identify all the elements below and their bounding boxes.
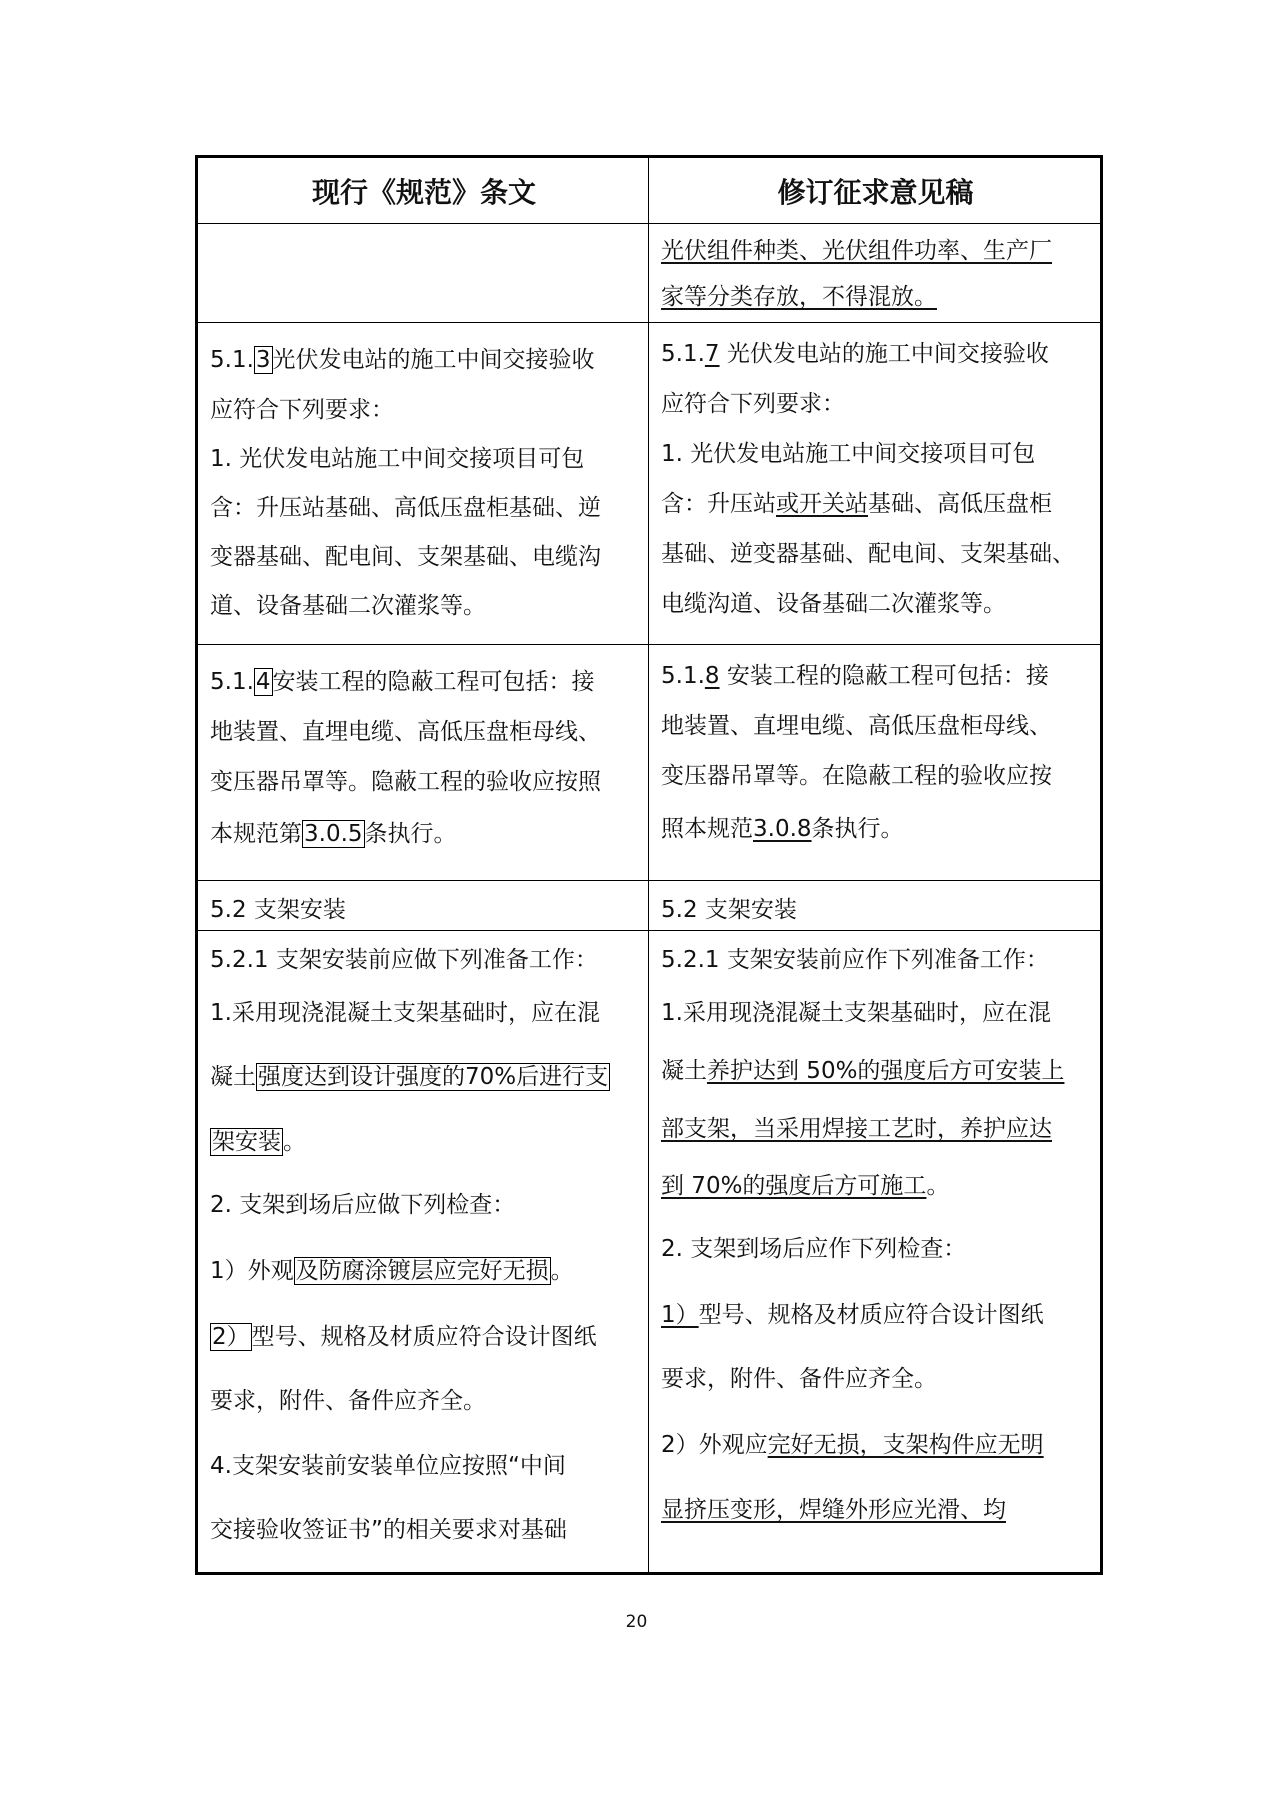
clause-text: 。 [283,1129,306,1155]
row4-right-cell [649,931,1100,1572]
clause-line: 地装置、直埋电缆、高低压盘柜母线、 [661,713,1052,739]
clause-line: 变压器吊罩等。在隐蔽工程的验收应按 [661,763,1052,789]
revised-text: 到 70%的强度后方可施工 [661,1173,927,1199]
table-row [198,224,1100,323]
clause-text: 1）外观 [210,1258,294,1284]
clause-line: 交接验收签证书”的相关要求对基础 [210,1517,567,1543]
clause-line: 变压器吊罩等。隐蔽工程的验收应按照 [210,769,601,795]
clause-number: 5.1. [210,669,254,695]
clause-number: 5.1. [661,663,705,689]
row2-left-cell [198,645,648,880]
section-heading: 5.2 支架安装 [210,897,346,923]
revised-text: 8 [704,663,720,689]
clause-text: 照本规范 [661,816,753,842]
clause-line: 应符合下列要求： [210,397,394,423]
clause-line: 要求，附件、备件应齐全。 [661,1366,937,1392]
clause-text: 本规范第 [210,821,302,847]
clause-text: 2）外观应 [661,1432,768,1458]
clause-line: 1.采用现浇混凝土支架基础时，应在混 [661,1000,1051,1026]
clause-text: 条执行。 [364,821,457,847]
deleted-text-box: 架安装 [212,1129,281,1155]
clause-text: 。 [926,1173,950,1199]
row1-left-cell [198,323,648,644]
clause-number: 5.1. [210,347,254,373]
revised-text: 1） [661,1302,699,1328]
clause-text: 安装工程的隐蔽工程可包括：接 [726,663,1049,689]
deleted-text-box: 强度达到设计强度的70%后进行支 [258,1064,609,1090]
clause-line: 基础、逆变器基础、配电间、支架基础、 [661,541,1075,567]
table-header-row [198,158,1100,224]
clause-line: 电缆沟道、设备基础二次灌浆等。 [661,591,1006,617]
clause-line: 4.支架安装前安装单位应按照“中间 [210,1453,566,1479]
clause-line: 2. 支架到场后应做下列检查： [210,1192,516,1218]
row0-right-line2: 家等分类存放，不得混放。 [661,284,937,310]
revised-text: 养护达到 50%的强度后方可安装上 [707,1058,1065,1084]
table-row [198,645,1100,881]
header-current-text: 现行《规范》条文 [311,175,536,209]
revised-text: 部支架，当采用焊接工艺时，养护应达 [661,1116,1052,1142]
row3-left-cell [198,881,648,930]
clause-text: 型号、规格及材质应符合设计图纸 [251,1324,597,1350]
row0-right-cell [649,224,1100,322]
deleted-text-box: 及防腐涂镀层应完好无损 [295,1258,549,1284]
revised-text: 显挤压变形，焊缝外形应光滑、均 [661,1497,1006,1523]
clause-text: 光伏发电站的施工中间交接验收 [272,347,595,373]
clause-line: 5.2.1 支架安装前应做下列准备工作： [210,947,598,973]
revised-text: 7 [704,341,720,367]
clause-line: 应符合下列要求： [661,391,845,417]
clause-line: 要求，附件、备件应齐全。 [210,1388,486,1414]
clause-number: 5.1. [661,341,705,367]
row0-left-cell [198,224,648,322]
clause-line: 道、设备基础二次灌浆等。 [210,593,486,619]
deleted-text-box: 2） [212,1324,250,1350]
section-heading: 5.2 支架安装 [661,897,797,923]
deleted-text-box: 3 [255,347,271,373]
clause-text: 凝土 [210,1064,256,1090]
row4-left-cell [198,931,648,1572]
page-number: 20 [625,1612,648,1632]
row1-right-cell [649,323,1100,644]
clause-text: 条执行。 [811,816,904,842]
revised-text: 完好无损，支架构件应无明 [767,1432,1044,1458]
clause-text: 。 [550,1258,574,1284]
section-heading-row [198,881,1100,931]
clause-text: 凝土 [661,1058,707,1084]
clause-line: 5.2.1 支架安装前应作下列准备工作： [661,947,1049,973]
clause-text: 型号、规格及材质应符合设计图纸 [698,1302,1044,1328]
clause-text: 含：升压站 [661,491,776,517]
clause-text: 安装工程的隐蔽工程可包括：接 [272,669,595,695]
clause-text: 基础、高低压盘柜 [868,491,1052,517]
row0-right-line1: 光伏组件种类、光伏组件功率、生产厂 [661,238,1052,264]
header-revision-draft: 修订征求意见稿 [777,175,974,209]
table-row [198,931,1100,1572]
revised-text: 或开关站 [776,491,868,517]
clause-line: 变器基础、配电间、支架基础、电缆沟 [210,544,601,570]
clause-line: 1.采用现浇混凝土支架基础时，应在混 [210,1000,600,1026]
clause-line: 1. 光伏发电站施工中间交接项目可包 [210,446,585,472]
row2-right-cell [649,645,1100,880]
row3-right-cell [649,881,1100,930]
comparison-table [195,155,1103,1575]
revised-text: 3.0.8 [753,816,812,842]
clause-text: 光伏发电站的施工中间交接验收 [726,341,1049,367]
clause-line: 2. 支架到场后应作下列检查： [661,1236,967,1262]
deleted-text-box: 4 [255,669,271,695]
table-row [198,323,1100,645]
clause-line: 地装置、直埋电缆、高低压盘柜母线、 [210,719,601,745]
deleted-text-box: 3.0.5 [304,821,363,847]
clause-line: 1. 光伏发电站施工中间交接项目可包 [661,441,1036,467]
clause-line: 含：升压站基础、高低压盘柜基础、逆 [210,495,601,521]
